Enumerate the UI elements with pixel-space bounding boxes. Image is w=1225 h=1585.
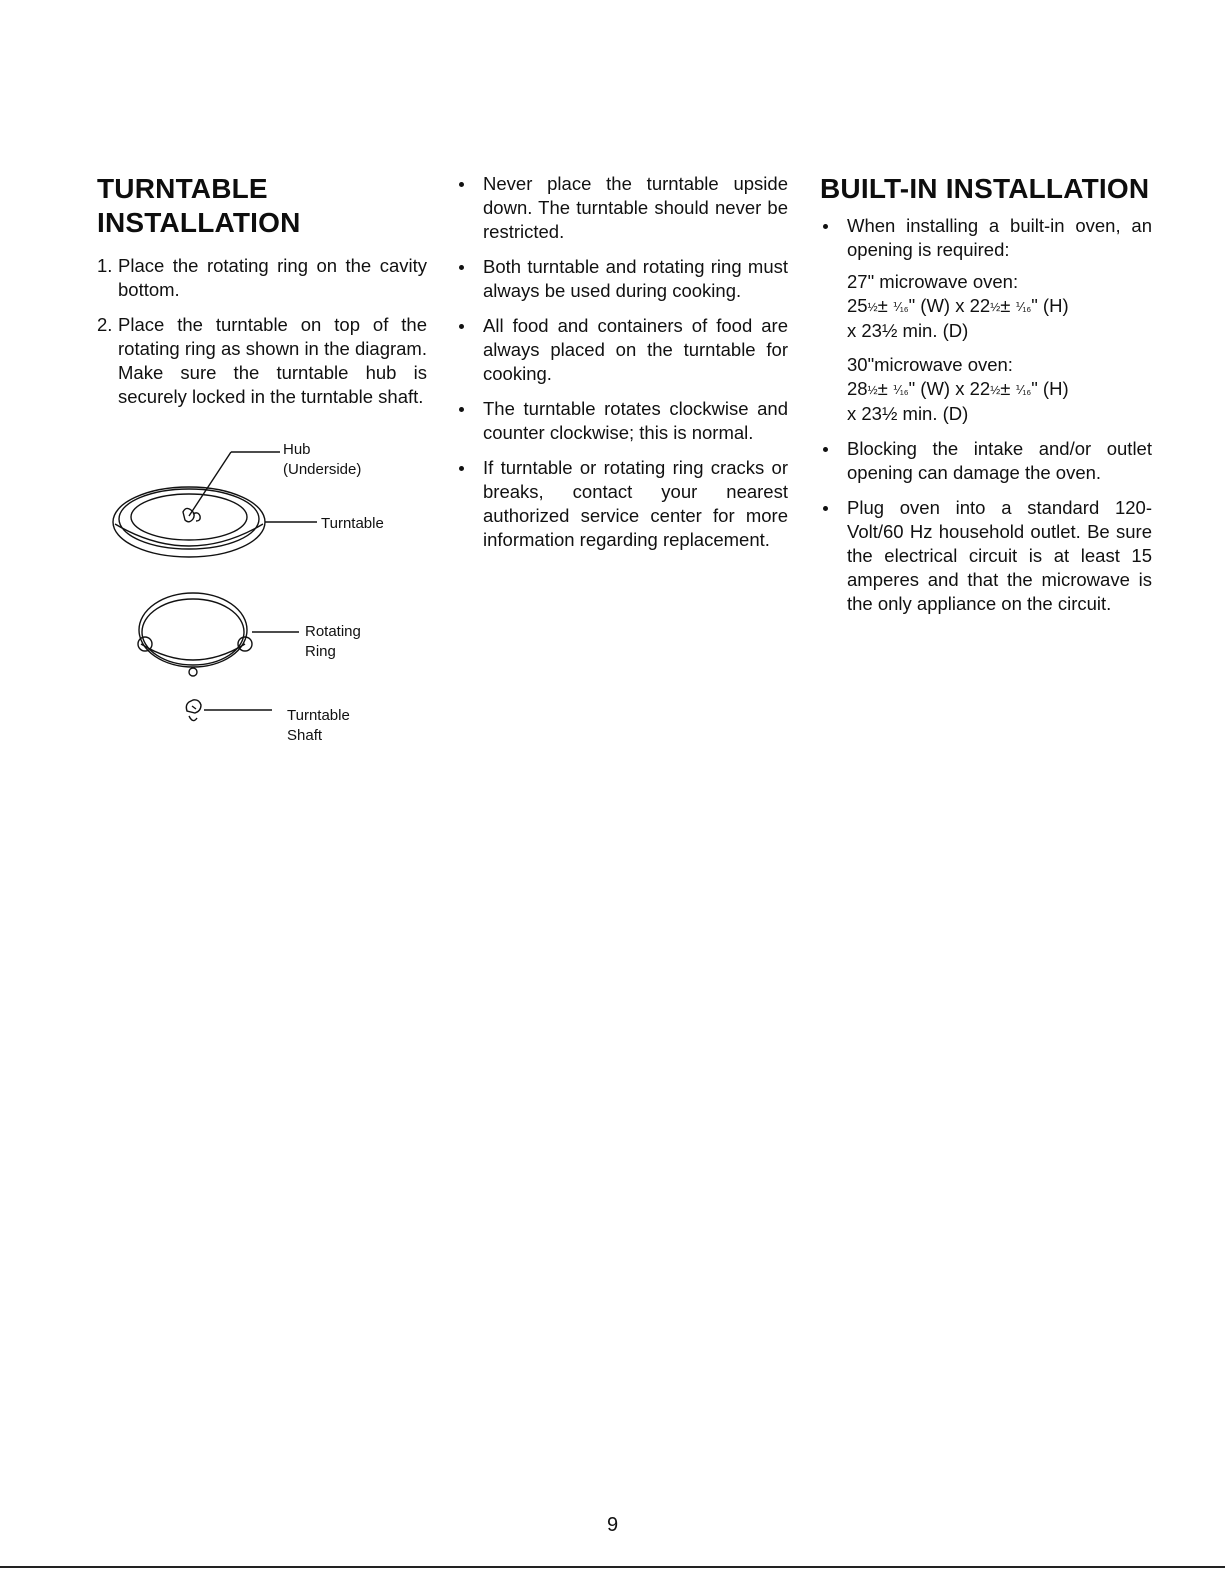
- turntable-installation-section: [97, 172, 427, 420]
- list-item: [456, 397, 788, 445]
- bullet-icon: [459, 324, 464, 329]
- bullet-text: Plug oven into a standard 120-Volt/60 Hz household outlet. Be sure the electrical circuit is at least 15 amperes and that the microwave is the only appliance on the circuit.: [847, 497, 1152, 614]
- bullet-text: Never place the turntable upside down. The turntable should never be restricted.: [483, 173, 788, 242]
- heading-line-2: INSTALLATION: [97, 207, 301, 238]
- turntable-plate-icon: [113, 487, 265, 557]
- bullet-icon: [823, 224, 828, 229]
- hub-label: Hub (Underside): [283, 441, 362, 478]
- step-text: Place the rotating ring on the cavity bottom.: [118, 255, 427, 300]
- turntable-notes-list: [456, 172, 788, 552]
- list-item: [456, 456, 788, 552]
- turntable-installation-heading: [97, 172, 427, 240]
- step-text: Place the turntable on top of the rotating ring as shown in the diagram. Make sure the turntable hub is securely locked in the turntable shaft.: [118, 314, 427, 407]
- bullet-icon: [459, 182, 464, 187]
- built-in-installation-heading: BUILT-IN INSTALLATION: [820, 173, 1150, 204]
- step-item: [97, 254, 427, 302]
- spec-depth: x 23½ min. (D): [847, 403, 969, 424]
- turntable-label: Turntable: [321, 515, 384, 532]
- bullet-icon: [459, 407, 464, 412]
- bullet-text: All food and containers of food are always placed on the turntable for cooking.: [483, 315, 788, 384]
- turntable-parts-diagram: [97, 440, 427, 750]
- bullet-text: If turntable or rotating ring cracks or breaks, contact your nearest authorized service center for more information regarding replacement.: [483, 457, 788, 550]
- bullet-text: The turntable rotates clockwise and counter clockwise; this is normal.: [483, 398, 788, 443]
- built-in-list: [820, 214, 1152, 616]
- bullet-icon: [459, 466, 464, 471]
- list-item: [456, 255, 788, 303]
- turntable-diagram-drawing: [97, 440, 427, 750]
- rotating-ring-label: Rotating Ring: [305, 623, 361, 660]
- bullet-icon: [459, 265, 464, 270]
- list-item: [820, 496, 1152, 616]
- list-item: [820, 214, 1152, 426]
- spec-depth: x 23½ min. (D): [847, 320, 969, 341]
- spec-width-height: 28½± ⅟₁₆" (W) x 22½± ⅟₁₆" (H): [847, 378, 1069, 399]
- turntable-shaft-icon: [186, 700, 201, 721]
- list-item: [456, 314, 788, 386]
- spec-27-inch: [847, 270, 1152, 343]
- bullet-icon: [823, 506, 828, 511]
- spec-title: 30"microwave oven:: [847, 354, 1013, 375]
- spec-title: 27" microwave oven:: [847, 271, 1019, 292]
- built-in-installation-section: [820, 172, 1152, 627]
- turntable-notes-section: [456, 172, 788, 563]
- step-item: [97, 313, 427, 409]
- bullet-text: Both turntable and rotating ring must always be used during cooking.: [483, 256, 788, 301]
- bullet-icon: [823, 447, 828, 452]
- bottom-divider: [0, 1566, 1225, 1568]
- rotating-ring-icon: [138, 593, 252, 676]
- list-item: [456, 172, 788, 244]
- bullet-text: Blocking the intake and/or outlet opening can damage the oven.: [847, 438, 1152, 483]
- spec-30-inch: [847, 353, 1152, 426]
- list-item: [820, 437, 1152, 485]
- page-number: 9: [606, 1514, 619, 1536]
- step-number: 2.: [97, 314, 113, 335]
- heading-line-1: TURNTABLE: [97, 173, 268, 204]
- bullet-text: When installing a built-in oven, an opening is required:: [847, 215, 1152, 260]
- step-number: 1.: [97, 255, 113, 276]
- installation-steps: [97, 254, 427, 409]
- turntable-shaft-label: Turntable Shaft: [287, 707, 350, 744]
- spec-width-height: 25½± ⅟₁₆" (W) x 22½± ⅟₁₆" (H): [847, 295, 1069, 316]
